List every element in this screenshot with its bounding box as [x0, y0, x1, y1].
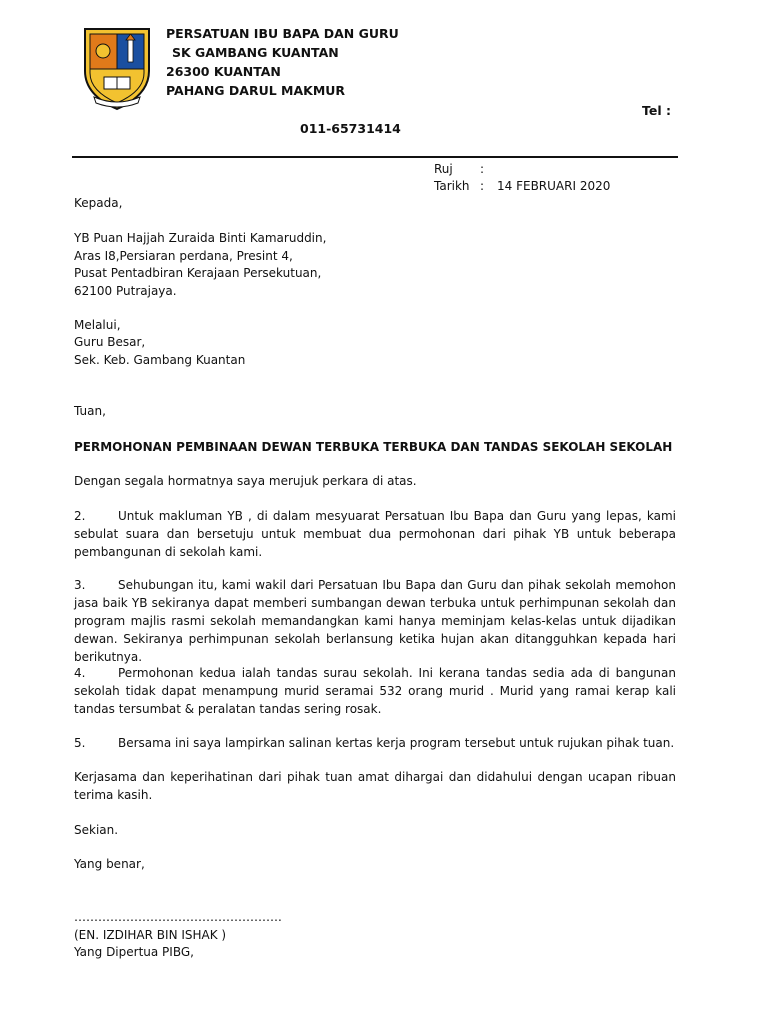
sekian: Sekian.	[74, 823, 119, 837]
opening-line: Dengan segala hormatnya saya merujuk perkara di atas.	[74, 474, 417, 488]
ruj-colon: :	[480, 162, 485, 176]
closing-paragraph: Kerjasama dan keperihatinan dari pihak tuan amat dihargai dan didahului dengan ucapan ribuan terima kasih.	[74, 770, 676, 802]
letter-subject: PERMOHONAN PEMBINAAN DEWAN TERBUKA TERBUKA DAN TANDAS SEKOLAH SEKOLAH	[74, 440, 673, 454]
phone-number: 011-65731414	[300, 121, 401, 136]
paragraph-5	[74, 734, 676, 752]
paragraph-text: Permohonan kedua ialah tandas surau sekolah. Ini kerana tandas sedia ada di bangunan sekolah tidak dapat menampung murid seramai 532 orang murid . Murid yang ramai kerap kali tandas tersumbat & peralatan tandas sering rosak.	[74, 666, 676, 716]
recipient-line-4: 62100 Putrajaya.	[74, 284, 177, 298]
postcode-city: 26300 KUANTAN	[166, 64, 281, 79]
via-line-2: Sek. Keb. Gambang Kuantan	[74, 353, 246, 367]
melalui-label: Melalui,	[74, 318, 121, 332]
via-line-1: Guru Besar,	[74, 335, 146, 349]
greeting: Tuan,	[74, 404, 106, 418]
tel-label: Tel :	[642, 103, 671, 118]
tarikh-label: Tarikh	[434, 179, 470, 193]
paragraph-number: 5.	[74, 736, 86, 750]
kepada-label: Kepada,	[74, 196, 123, 210]
paragraph-3	[74, 576, 676, 666]
org-name: PERSATUAN IBU BAPA DAN GURU	[166, 26, 399, 41]
recipient-line-1: YB Puan Hajjah Zuraida Binti Kamaruddin,	[74, 231, 327, 245]
school-name: SK GAMBANG KUANTAN	[172, 45, 339, 60]
recipient-line-3: Pusat Pentadbiran Kerajaan Persekutuan,	[74, 266, 322, 280]
paragraph-text: Sehubungan itu, kami wakil dari Persatuan Ibu Bapa dan Guru dan pihak sekolah memohon jasa baik YB sekiranya dapat memberi sumbangan dewan terbuka untuk perhimpunan sekolah dan program majlis rasmi sekolah memandangkan kami hanya meminjam kelas-kelas untuk dijadikan dewan. Sekiranya perhimpunan sekolah berlansung ketika hujan akan ditangguhkan kepada hari berikutnya.	[74, 578, 676, 664]
recipient-line-2: Aras I8,Persiaran perdana, Presint 4,	[74, 249, 293, 263]
paragraph-text: Bersama ini saya lampirkan salinan kertas kerja program tersebut untuk rujukan pihak tuan.	[118, 736, 675, 750]
school-crest-logo	[82, 25, 152, 111]
paragraph-number: 3.	[74, 578, 86, 592]
tarikh-colon: :	[480, 179, 485, 193]
signatory-name: (EN. IZDIHAR BIN ISHAK )	[74, 928, 227, 942]
paragraph-number: 2.	[74, 509, 86, 523]
paragraph-text: Untuk makluman YB , di dalam mesyuarat Persatuan Ibu Bapa dan Guru yang lepas, kami sebulat suara dan bersetuju untuk membuat dua permohonan dari pihak YB untuk beberapa pembangunan di sekolah kami.	[74, 509, 676, 559]
paragraph-number: 4.	[74, 666, 86, 680]
paragraph-2	[74, 507, 676, 561]
header-divider	[72, 156, 678, 158]
signatory-title: Yang Dipertua PIBG,	[74, 945, 194, 959]
letter-date: 14 FEBRUARI 2020	[497, 179, 611, 193]
signature-line: …………………………………………….	[74, 910, 282, 924]
yang-benar: Yang benar,	[74, 857, 145, 871]
ruj-label: Ruj	[434, 162, 453, 176]
state: PAHANG DARUL MAKMUR	[166, 83, 346, 98]
paragraph-4	[74, 664, 676, 718]
